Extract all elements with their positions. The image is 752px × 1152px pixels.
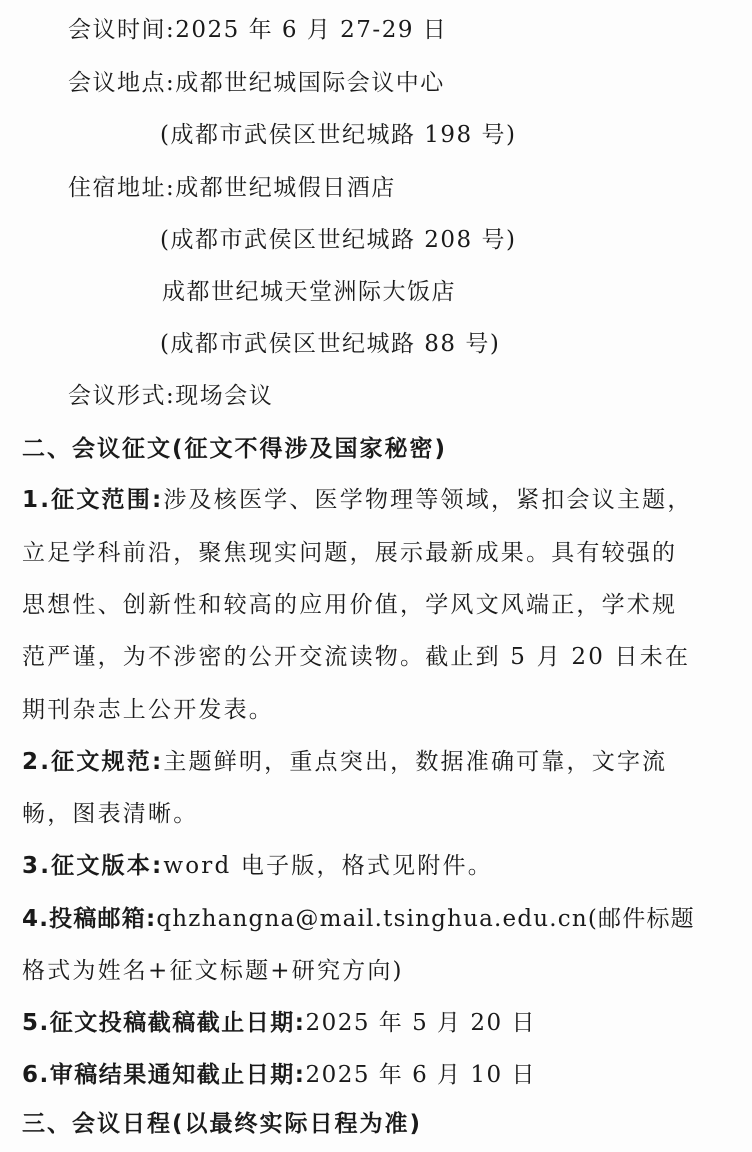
item-1-line-4: 范严谨，为不涉密的公开交流读物。截止到 5 月 20 日未在	[22, 644, 691, 670]
item-2-text: 主题鲜明，重点突出，数据准确可靠，文字流	[163, 749, 668, 775]
item-6-label: 6.审稿结果通知截止日期:	[22, 1062, 306, 1088]
meeting-format: 会议形式:现场会议	[68, 383, 274, 409]
meeting-venue-address: (成都市武侯区世纪城路 198 号)	[160, 122, 517, 148]
item-1-line-3: 思想性、创新性和较高的应用价值，学风文风端正，学术规	[22, 592, 678, 618]
item-3-text: word 电子版，格式见附件。	[163, 853, 493, 879]
submission-email: qhzhangna@mail.tsinghua.edu.cn(邮件标题	[156, 906, 695, 932]
item-4-label: 4.投稿邮箱:	[22, 906, 157, 932]
item-2-line-1	[22, 746, 667, 778]
item-2-label: 2.征文规范:	[22, 749, 164, 775]
lodging-hotel-2: 成都世纪城天堂洲际大饭店	[162, 279, 456, 305]
item-4-line-1	[22, 903, 695, 935]
section-3-heading: 三、会议日程(以最终实际日程为准)	[22, 1111, 423, 1137]
item-2-line-2: 畅，图表清晰。	[22, 801, 199, 827]
meeting-venue: 会议地点:成都世纪城国际会议中心	[68, 70, 445, 96]
item-6-line	[22, 1059, 536, 1091]
item-5-date: 2025 年 5 月 20 日	[305, 1010, 536, 1036]
meeting-time: 会议时间:2025 年 6 月 27-29 日	[68, 17, 448, 43]
item-6-date: 2025 年 6 月 10 日	[305, 1062, 536, 1088]
lodging-address-2: (成都市武侯区世纪城路 88 号)	[160, 331, 501, 357]
lodging-address: 住宿地址:成都世纪城假日酒店	[68, 175, 396, 201]
section-2-heading: 二、会议征文(征文不得涉及国家秘密)	[22, 436, 448, 462]
item-1-text: 涉及核医学、医学物理等领域，紧扣会议主题，	[163, 487, 693, 513]
item-1-line-2: 立足学科前沿，聚焦现实问题，展示最新成果。具有较强的	[22, 540, 678, 566]
item-4-line-2: 格式为姓名+征文标题+研究方向)	[22, 958, 404, 984]
item-3-label: 3.征文版本:	[22, 853, 164, 879]
item-5-line	[22, 1007, 536, 1039]
item-1-label: 1.征文范围:	[22, 487, 164, 513]
lodging-address-1: (成都市武侯区世纪城路 208 号)	[160, 227, 517, 253]
item-1-line-5: 期刊杂志上公开发表。	[22, 697, 274, 723]
item-3-line	[22, 850, 493, 882]
item-1-line-1	[22, 484, 693, 516]
item-5-label: 5.征文投稿截稿截止日期:	[22, 1010, 306, 1036]
